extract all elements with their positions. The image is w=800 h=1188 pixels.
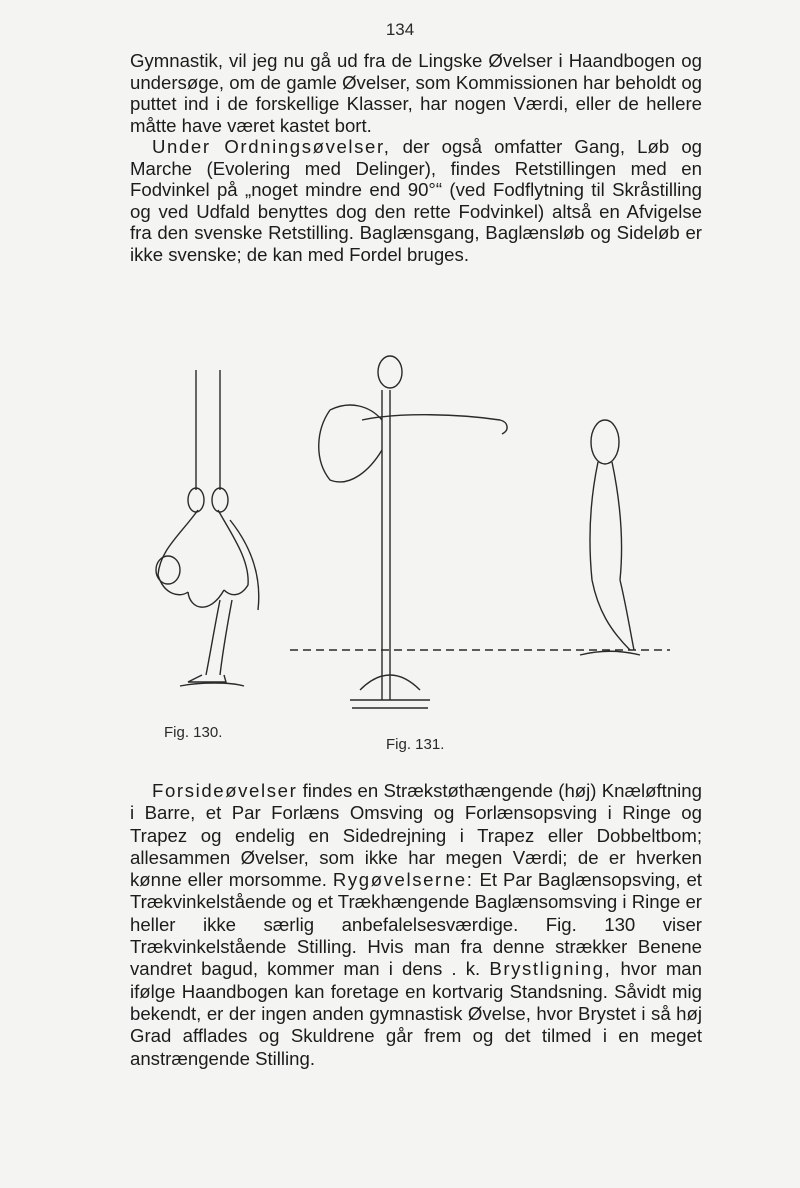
paragraph-forsideovelser — [130, 780, 702, 1070]
fig-131-illustration — [290, 350, 700, 730]
term-forsideovelser: Forsideøvelser — [152, 780, 298, 801]
bottom-text-block — [130, 780, 702, 1070]
top-text-block — [130, 50, 702, 265]
paragraph-ordningsovelser-body: der også omfatter Gang, Løb og Marche (Evolering med Delinger), findes Retstillingen med en Fodvinkel på „noget mindre end 90°“ (ved Fodflytning til Skråstilling og ved Udfald benyttes dog den rette Fodvinkel) altså en Afvigelse fra den svenske Retstilling. Baglænsgang, Baglænsløb og Sideløb er ikke svenske; de kan med Fordel bruges. — [130, 136, 702, 265]
figure-area — [130, 330, 710, 770]
text-part-2: Et Par Baglænsopsving, et Trækvinkelstående og et Trækhængende Baglænsomsving i Ringe er heller ikke særlig anbefalelsesværdige. Fig. 130 viser Trækvinkelstående Stilling. Hvis man fra denne strækker Benene vandret bagud, kommer man i dens . k. — [130, 869, 702, 980]
page-number: 134 — [385, 20, 415, 39]
paragraph-haandbogen: Gymnastik, vil jeg nu gå ud fra de Lingske Øvelser i Haandbogen og undersøge, om de gamle Øvelser, som Kommissionen har beholdt og puttet ind i de forskellige Klasser, har nogen Værdi, eller de hellere måtte have været kastet bort. — [130, 50, 702, 136]
fig-131-caption: Fig. 131. — [386, 736, 445, 753]
term-brystligning: Brystligning, — [489, 958, 612, 980]
term-rygovelserne: Rygøvelserne: — [332, 869, 474, 891]
paragraph-ordningsovelser — [130, 136, 702, 265]
term-ordningsovelser: Under Ordningsøvelser, — [152, 136, 391, 157]
text-part-1: findes en Strækstøthængende (høj) Knæløftning i Barre, et Par Forlæns Omsving og Forlænsopsving i Ringe og Trapez og endelig en Sidedrejning i Trapez eller Dobbeltbom; allesammen Øvelser, som ikke har megen Værdi; de er hverken kønne eller morsomme. — [130, 780, 702, 891]
fig-130-caption: Fig. 130. — [164, 724, 223, 741]
text-part-3: hvor man ifølge Haandbogen kan foretage en kortvarig Standsning. Såvidt mig bekendt, er der ingen anden gymnastisk Øvelse, hvor Brystet i så høj Grad afflades og Skuldrene går frem og det tilmed i en meget anstrængende Stilling. — [130, 958, 702, 1069]
fig-130-illustration — [140, 370, 280, 690]
